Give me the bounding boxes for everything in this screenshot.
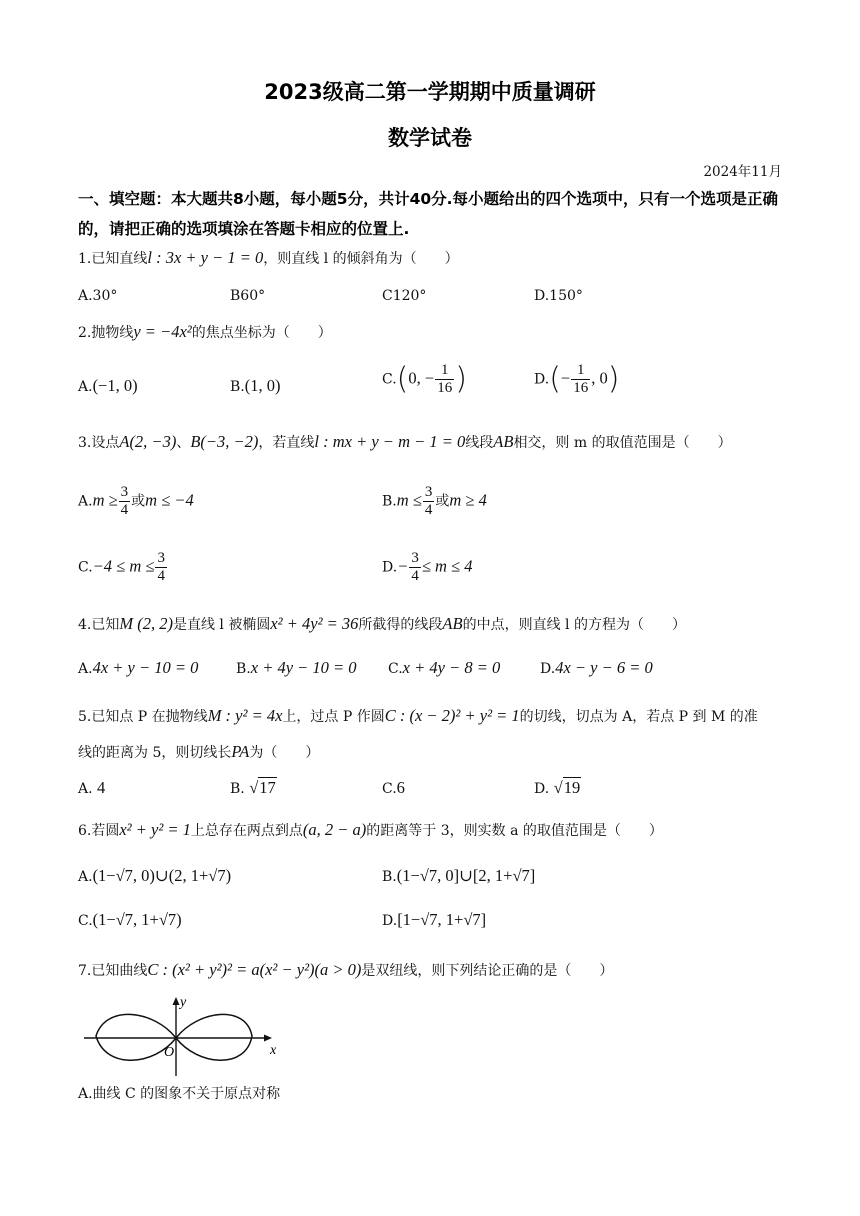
q6-option-a-value: (1−√7, 0)∪(2, 1+√7) [92,866,232,885]
q5-option-a-label: A. [78,781,98,797]
q3-option-d-left: − [397,556,409,576]
q7-curve-equation: C : (x² + y²)² = a(x² − y²)(a > 0) [147,960,362,979]
q3-option-a-label: A. [78,493,93,510]
q5-option-d: D. √19 [534,778,581,797]
q5-option-d-value: 19 [563,778,581,797]
q1-text-a: 1.已知直线 [78,251,148,267]
q4-option-a [78,656,198,681]
q2-option-a-label: A. [78,379,93,395]
q5-circle-equation: C : (x − 2)² + y² = 1 [384,706,520,725]
q2-option-c-left: 0, − [408,368,435,388]
x-axis-arrow [264,1035,272,1042]
origin-label: O [164,1045,175,1060]
q1-option-a: A.30° [78,288,118,304]
q1-option-b: B60° [230,288,266,304]
q2-option-d: D.(− $\frac{1}{16}$ , 0) [534,361,620,397]
q4-option-c [388,656,500,681]
q3-option-a-right: m ≤ −4 [145,490,194,510]
q4-option-b-label: B. [236,661,251,677]
q2-option-c-fraction: $\frac{1}{16}$ [437,362,453,396]
q3-option-a-left: m ≥ [92,490,118,510]
q5-option-b: B. √17 [230,778,276,797]
q3-option-c-fraction: $\frac{3}{4}$ [157,550,165,584]
q5-text-e: 为（ ） [249,745,320,761]
q4-option-a-label: A. [78,661,93,677]
exam-title: 2023级高二第一学期期中质量调研 [264,80,596,104]
q3-option-d [382,550,472,585]
lemniscate-figure [80,992,280,1078]
q4-option-a-value: 4x + y − 10 = 0 [92,658,199,677]
q5-text-b: 上，过点 P 作圆 [282,709,385,725]
q3-separator: 、 [176,435,191,451]
question-6-stem [78,818,663,843]
q6-option-c-label: C. [78,913,93,929]
question-5-stem-line1 [78,704,758,729]
q2-option-b-value: (1, 0) [244,376,281,395]
q4-option-b-value: x + 4y − 10 = 0 [250,658,357,677]
q5-option-b-value: 17 [259,778,276,797]
q4-option-d [540,656,653,681]
q6-option-b-value: (1−√7, 0]∪[2, 1+√7] [396,866,536,885]
q5-text-c: 的切线，切点为 A，若点 P 到 M 的准 [519,709,758,725]
q2-option-c: C.(0, − $\frac{1}{16}$ ) [382,361,467,397]
q3-option-a-fraction: $\frac{3}{4}$ [120,484,129,518]
q4-option-d-value: 4x − y − 6 = 0 [555,658,653,677]
q6-text-c: 的距离等于 3，则实数 a 的取值范围是（ ） [366,823,663,839]
q6-text-a: 6.若圆 [78,823,120,839]
q3-segment: AB [493,432,514,451]
q3-option-d-fraction: $\frac{3}{4}$ [411,550,419,584]
q2-option-c-label: C. [382,371,397,388]
q6-option-a-label: A. [78,869,93,885]
q3-text-c: 线段 [465,435,494,451]
question-7-stem [78,958,613,983]
q3-option-d-right: ≤ m ≤ 4 [421,556,473,576]
exam-date: 2024年11月 [703,164,782,180]
q3-option-b-label: B. [382,493,397,510]
q3-option-c [78,550,168,585]
q5-option-a-value: 4 [97,778,106,797]
q3-text-a: 3.设点 [78,435,120,451]
q6-option-d-label: D. [382,913,398,929]
q3-option-b-fraction: $\frac{3}{4}$ [424,484,433,518]
q4-option-b [236,656,357,681]
q5-option-b-label: B. [230,781,250,797]
q3-option-d-label: D. [382,559,398,576]
q3-option-c-label: C. [78,559,93,576]
q2-parabola-equation: y = −4x² [133,322,192,341]
q5-text-a: 5.已知点 P 在抛物线 [78,709,208,725]
q4-option-d-label: D. [540,661,556,677]
q5-parabola-equation: M : y² = 4x [207,706,283,725]
q3-option-b-or: 或 [435,493,450,510]
q1-option-d: D.150° [534,288,583,304]
q4-text-a: 4.已知 [78,617,120,633]
q6-option-d [382,908,486,933]
q4-ellipse-equation: x² + 4y² = 36 [270,614,359,633]
question-4-stem [78,612,686,637]
q2-option-d-label: D. [534,371,550,388]
q1-line-equation: l : 3x + y − 1 = 0 [147,248,264,267]
q2-text-a: 2.抛物线 [78,325,134,341]
q1-option-c: C120° [382,288,427,304]
q2-option-d-right: , 0 [591,368,608,388]
q6-option-a [78,864,231,889]
q5-option-c-value: 6 [396,778,405,797]
x-axis-label: x [270,1043,277,1058]
q4-point-m: M (2, 2) [119,614,173,633]
q2-text-b: 的焦点坐标为（ ） [191,325,332,341]
y-axis-arrow [173,997,180,1005]
q3-text-d: 相交，则 m 的取值范围是（ ） [513,435,732,451]
q2-option-d-left: − [560,368,571,388]
q6-option-c [78,908,182,933]
q2-option-b-label: B. [230,379,245,395]
q7-text-a: 7.已知曲线 [78,963,148,979]
y-axis-label: y [180,995,187,1010]
q2-option-b [230,374,281,399]
q4-option-c-value: x + 4y − 8 = 0 [402,658,501,677]
q3-text-b: ，若直线 [258,435,315,451]
q4-text-b: 是直线 l 被椭圆 [172,617,271,633]
question-3-stem [78,430,732,455]
q5-option-c [382,776,405,801]
q3-option-a [78,484,194,519]
exam-subtitle: 数学试卷 [388,126,472,150]
q2-option-a [78,374,138,399]
q6-point: (a, 2 − a) [302,820,367,839]
q5-segment-pa: PA [231,742,250,761]
q4-text-c: 所截得的线段 [358,617,443,633]
section-heading: 一、填空题：本大题共8小题，每小题5分，共计40分.每小题给出的四个选项中，只有一个选项是正确的，请把正确的选项填涂在答题卡相应的位置上. [78,190,779,238]
q2-option-d-fraction: $\frac{1}{16}$ [573,362,589,396]
q3-point-b: B(−3, −2) [190,432,259,451]
q3-option-a-or: 或 [131,493,146,510]
q7-option-a: A.曲线 C 的图象不关于原点对称 [78,1086,281,1102]
q3-option-b-left: m ≤ [396,490,422,510]
q4-segment: AB [442,614,463,633]
q3-option-b [382,484,487,519]
q6-option-b [382,864,535,889]
q6-text-b: 上总存在两点到点 [190,823,303,839]
q5-text-d: 线的距离为 5，则切线长 [78,745,232,761]
q2-option-a-value: (−1, 0) [92,376,138,395]
q3-point-a: A(2, −3) [119,432,177,451]
q6-option-d-value: [1−√7, 1+√7] [397,910,487,929]
q3-option-b-right: m ≥ 4 [449,490,487,510]
q1-text-b: ，则直线 l 的倾斜角为（ ） [263,251,459,267]
q6-option-b-label: B. [382,869,397,885]
q3-option-c-left: −4 ≤ m ≤ [92,556,155,576]
q6-circle-equation: x² + y² = 1 [119,820,191,839]
question-1-stem [78,246,459,271]
question-2-stem [78,320,332,345]
q7-text-b: 是双纽线，则下列结论正确的是（ ） [361,963,614,979]
q3-line-equation: l : mx + y − m − 1 = 0 [314,432,466,451]
question-5-stem-line2 [78,740,319,765]
q4-option-c-label: C. [388,661,403,677]
q5-option-a [78,776,105,801]
q4-text-d: 的中点，则直线 l 的方程为（ ） [462,617,686,633]
q6-option-c-value: (1−√7, 1+√7) [92,910,182,929]
q5-option-c-label: C. [382,781,397,797]
q5-option-d-label: D. [534,781,554,797]
